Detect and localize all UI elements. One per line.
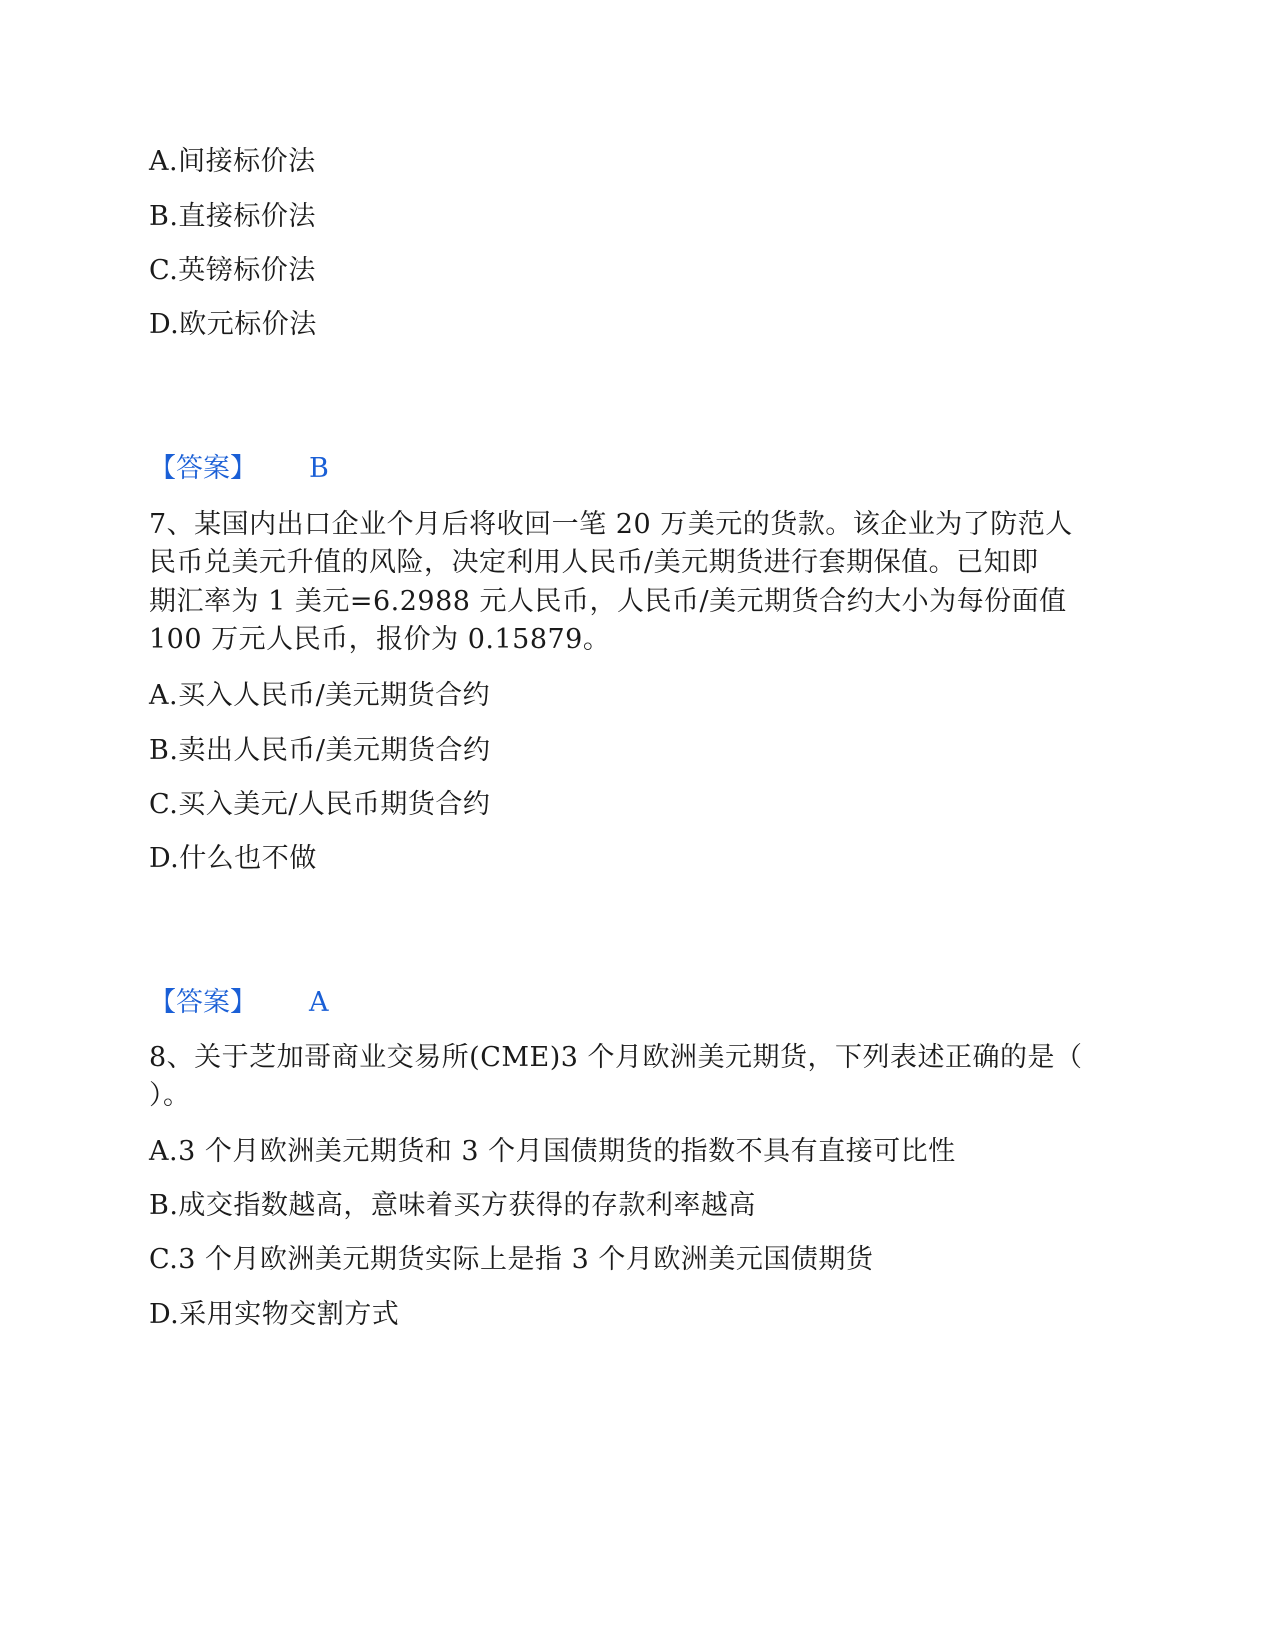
q7-option-d: D.什么也不做 (149, 843, 317, 874)
q8-option-c: C.3 个月欧洲美元期货实际上是指 3 个月欧洲美元国债期货 (149, 1244, 874, 1275)
q6-option-b: B.直接标价法 (149, 201, 316, 232)
q7-stem-line-3: 期汇率为 1 美元=6.2988 元人民币，人民币/美元期货合约大小为每份面值 (149, 586, 1067, 617)
q8-option-a: A.3 个月欧洲美元期货和 3 个月国债期货的指数不具有直接可比性 (149, 1136, 956, 1167)
q7-stem-line-1: 7、某国内出口企业个月后将收回一笔 20 万美元的货款。该企业为了防范人 (149, 509, 1073, 540)
q8-stem-line-1: 8、关于芝加哥商业交易所(CME)3 个月欧洲美元期货，下列表述正确的是（ (149, 1042, 1083, 1073)
q8-stem-line-2: ）。 (149, 1080, 191, 1111)
q7-stem-line-2: 民币兑美元升值的风险，决定利用人民币/美元期货进行套期保值。已知即 (149, 547, 1039, 578)
q7-answer (149, 983, 329, 1023)
q7-answer-value: A (309, 987, 329, 1018)
q6-option-a: A.间接标价法 (149, 146, 316, 177)
q6-answer (149, 449, 329, 489)
q8-option-b: B.成交指数越高，意味着买方获得的存款利率越高 (149, 1190, 756, 1221)
q6-option-c: C.英镑标价法 (149, 255, 316, 286)
q8-option-d: D.采用实物交割方式 (149, 1299, 400, 1330)
q7-option-c: C.买入美元/人民币期货合约 (149, 789, 491, 820)
q6-answer-value: B (309, 453, 329, 484)
q7-option-a: A.买入人民币/美元期货合约 (149, 680, 491, 711)
q7-stem-line-4: 100 万元人民币，报价为 0.15879。 (149, 624, 611, 655)
q6-answer-label: 【答案】 (149, 453, 257, 484)
q6-option-d: D.欧元标价法 (149, 309, 317, 340)
q7-option-b: B.卖出人民币/美元期货合约 (149, 735, 491, 766)
q7-answer-label: 【答案】 (149, 987, 257, 1018)
